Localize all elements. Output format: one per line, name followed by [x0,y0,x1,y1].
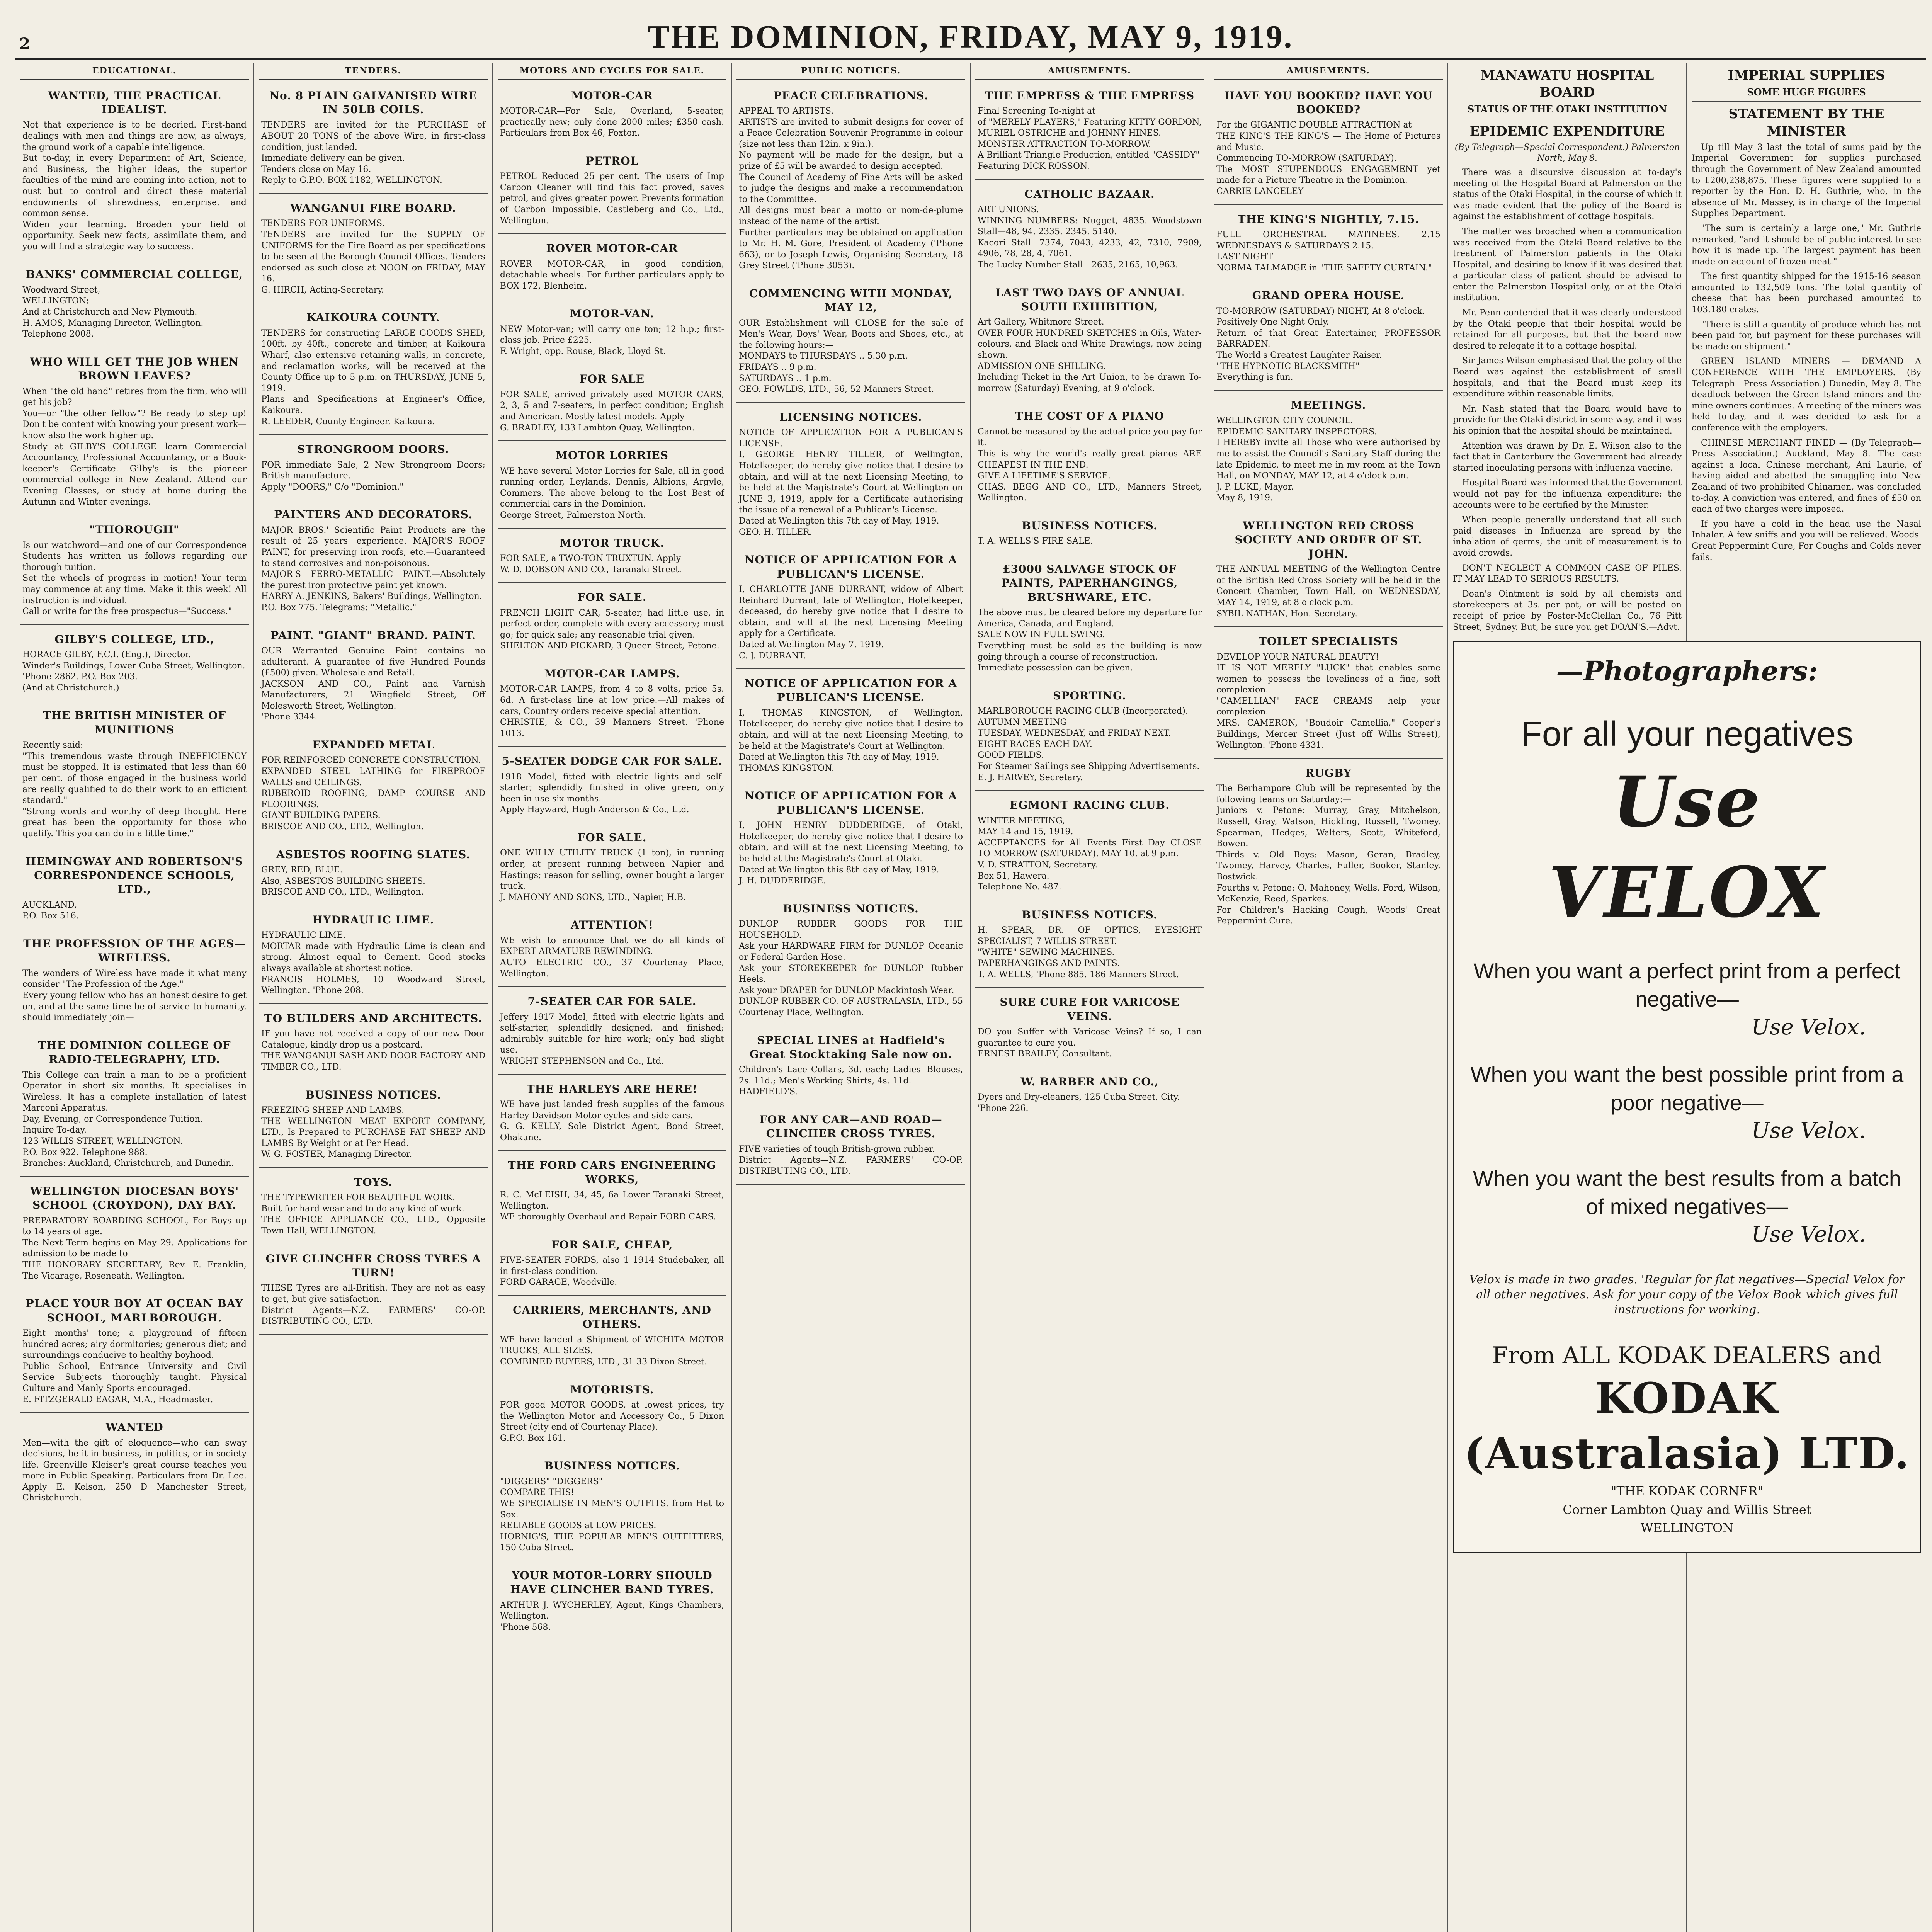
ad-body: WE have just landed fresh supplies of the famous Harley-Davidson Motor-cycles and side-cars. G. G. KELLY, Sole District Agent, Bond Street, Ohakune. [500,1099,724,1143]
column-5 [971,63,1209,1932]
ad-body: Men—with the gift of eloquence—who can sway decisions, be it in business, in politics, or in society life. Greenville Kleiser's great course teaches you more in Public Speaking. Particulars from Dr. Lee. Apply E. Kelson, 250 D Manchester Street, Christchurch. [22,1438,247,1503]
ad-body: The above must be cleared before my departure for America, Canada, and England. SALE NOW IN FULL SWING. Everything must be sold as the building is now going through a course of reconstruction. Immediate possession can be given. [978,608,1202,673]
advertisement [259,733,488,840]
advertisement [498,149,726,234]
ad-body: Recently said: "This tremendous waste through INEFFICIENCY must be stopped. It is estimated that less than 60 per cent. of those engaged in the business world are really qualified to do their work to an efficient standard." "Strong words and worthy of deep thought. Here great has been the opportunity for those who qualify. This you can do in a little time." [22,740,247,839]
ad-body: "DIGGERS" "DIGGERS" COMPARE THIS! WE SPECIALISE IN MEN'S OUTFITS, from Hat to Sox. RELIABLE GOODS at LOW PRICES. HORNIG'S, THE POPULAR MEN'S OUTFITTERS, 150 Cuba Street. [500,1476,724,1553]
ad-headline: HAVE YOU BOOKED? HAVE YOU BOOKED? [1224,89,1433,116]
column-8 [1687,63,1926,1932]
advertisement [975,83,1204,180]
advertisement [20,350,249,515]
advertisement [20,1033,249,1177]
columns [15,63,1926,1932]
ad-headline: WANTED, THE PRACTICAL IDEALIST. [48,89,221,116]
velox-benefit: When you want the best possible print from a poor negative— [1470,1062,1904,1115]
velox-line: For all your negatives [1520,715,1854,754]
velox-slogan: Use VELOX [1548,761,1826,934]
column-heading: MOTORS AND CYCLES FOR SALE. [498,63,726,80]
advertisement [736,83,965,279]
ad-headline: BANKS' COMMERCIAL COLLEGE, [26,268,243,281]
advertisement [975,990,1204,1067]
ad-headline: No. 8 PLAIN GALVANISED WIRE IN 50LB COILS. [269,89,477,116]
advertisement [259,1083,488,1168]
article-paragraph: There was a discursive discussion at to-day's meeting of the Hospital Board at Palmerston on the status of the Otaki Hospital, in the course of which it was made evident that the policy of the Board is against the establishment of cottage hospitals. [1453,167,1682,222]
ad-headline: FOR SALE. [577,591,647,604]
velox-use: Use Velox. [1751,1118,1866,1144]
ad-headline: EXPANDED METAL [312,738,435,752]
article-paragraph: Attention was drawn by Dr. E. Wilson also to the fact that in Canterbury the Government had already started inoculating persons with influenza vaccine. [1453,441,1682,473]
advertisement [498,1298,726,1375]
ad-body: FRENCH LIGHT CAR, 5-seater, had little use, in perfect order, complete with every accessory; must go; for quick sale; any reasonable trial given. SHELTON AND PICKARD, 3 Queen Street, Petone. [500,608,724,651]
ad-headline: NOTICE OF APPLICATION FOR A PUBLICAN'S LICENSE. [744,553,957,580]
article-paragraph: Doan's Ointment is sold by all chemists and storekeepers at 3s. per pot, or will be posted on receipt of price by Foster-McClellan Co., 76 Pitt Street, Sydney. But, be sure you get DOAN'S.—Advt. [1453,589,1682,632]
advertisement [498,1233,726,1296]
news-article [1692,67,1921,563]
ad-body: WE have several Motor Lorries for Sale, all in good running order, Leylands, Dennis, Albions, Argyle, Commers. The above belong to the Lost Best of commercial cars in the Dominion. George Street, Palmerston North. [500,466,724,520]
advertisement [20,849,249,929]
article-paragraph: Mr. Penn contended that it was clearly understood by the Otaki people that their hospital would be retained for all purposes, but that the board now desired to relegate it to a cottage hospital. [1453,308,1682,351]
ad-headline: £3000 SALVAGE STOCK OF PAINTS, PAPERHANGINGS, BRUSHWARE, ETC. [1001,562,1178,604]
ad-body: I, JOHN HENRY DUDDERIDGE, of Otaki, Hotelkeeper, do hereby give notice that I desire to obtain, and will at the next Licensing Meeting, to be held at the Magistrate's Court at Otaki. Dated at Wellington this 8th day of May, 1919. J. H. DUDDERIDGE. [739,821,963,886]
advertisement [498,662,726,747]
advertisement [259,1247,488,1335]
velox-benefit: When you want the best results from a batch of mixed negatives— [1473,1166,1901,1219]
ad-headline: ROVER MOTOR-CAR [546,242,678,255]
velox-dealers: From ALL KODAK DEALERS and [1492,1342,1882,1369]
ad-headline: TO BUILDERS AND ARCHITECTS. [264,1012,483,1025]
velox-use: Use Velox. [1751,1222,1866,1247]
ad-headline: THE KING'S NIGHTLY, 7.15. [1237,213,1420,226]
column-3 [493,63,732,1932]
column-heading: PUBLIC NOTICES. [736,63,965,80]
article-paragraph: Sir James Wilson emphasised that the policy of the Board was against the establishment of small hospitals, and that the Board must keep its expenditure within reasonable limits. [1453,356,1682,399]
ad-body: T. A. WELLS'S FIRE SALE. [978,536,1093,546]
ad-body: FREEZING SHEEP AND LAMBS. THE WELLINGTON MEAT EXPORT COMPANY, LTD., Is Prepared to PURCHASE FAT SHEEP AND LAMBS By Weight or at Per Head. W. G. FOSTER, Managing Director. [261,1105,485,1160]
article-paragraph: CHINESE MERCHANT FINED — (By Telegraph—Press Association.) Auckland, May 8. The case against a local Chinese merchant, Ani Laurie, of having aided and abetted the smuggling into New Zealand of two prohibited Chinamen, was concluded to-day. A conviction was entered, and fines of £50 on each of two charges were imposed. [1692,438,1921,514]
ad-body: TENDERS are invited for the PURCHASE of ABOUT 20 TONS of the above Wire, in first-class condition, just landed. Immediate delivery can be given. Tenders close on May 16. Reply to G.P.O. BOX 1182, WELLINGTON. [261,120,485,185]
advertisement [20,1291,249,1413]
article-paragraph: DON'T NEGLECT A COMMON CASE OF PILES. IT MAY LEAD TO SERIOUS RESULTS. [1453,563,1682,584]
column-2 [254,63,493,1932]
column-4 [732,63,971,1932]
page-number: 2 [19,35,30,53]
ad-headline: WELLINGTON DIOCESAN BOYS' SCHOOL (CROYDON), DAY BAY. [30,1184,239,1212]
ad-body: Jeffery 1917 Model, fitted with electric lights and self-starter, splendidly designed, and finished; admirably suitable for hire work; only had slight use. WRIGHT STEPHENSON and Co., Ltd. [500,1012,724,1066]
ad-headline: 7-SEATER CAR FOR SALE. [527,995,697,1008]
ad-body: R. C. McLEISH, 34, 45, 6a Lower Taranaki Street, Wellington. WE thoroughly Overhaul and Repair FORD CARS. [500,1190,724,1222]
column-1 [15,63,254,1932]
velox-use: Use Velox. [1751,1014,1866,1040]
ad-body: The Berhampore Club will be represented by the following teams on Saturday:— Juniors v. Petone: Murray, Gray, Mitchelson, Russell, Gray, Watson, Hickling, Russell, Twomey, Spearman, Hedges, Walters, Scott, Whiteford, Bowen. Thirds v. Old Boys: Mason, Geran, Bradley, Twomey, Harvey, Charles, Fuller, Booker, Stanley, Bostwick. Fourths v. Petone: O. Mahoney, Wells, Ford, Wilson, McKenzie, Reed, Sparkes. For Children's Hacking Cough, Woods' Great Peppermint Cure. [1216,784,1440,926]
ad-body: This College can train a man to be a proficient Operator in short six months. It specialises in Wireless. It has a complete installation of latest Marconi Apparatus. Day, Evening, or Correspondence Tuition. Inquire To-day. 123 WILLIS STREET, WELLINGTON. P.O. Box 922. Telephone 988. Branches: Auckland, Christchurch, and Dunedin. [22,1070,247,1168]
article-paragraph: When people generally understand that all such paid diseases in Influenza are spread by the inhalation of germs, the unit of measurement is to avoid crowds. [1453,515,1682,558]
ad-headline: NOTICE OF APPLICATION FOR A PUBLICAN'S LICENSE. [744,789,957,816]
advertisement [1214,393,1443,511]
ad-headline: THE HARLEYS ARE HERE! [526,1082,698,1095]
advertisement [1214,283,1443,391]
ad-body: Cannot be measured by the actual price you pay for it. This is why the world's really great pianos ARE CHEAPEST IN THE END. GIVE A LIFETIME'S SERVICE. CHAS. BEGG AND CO., LTD., Manners Street, Wellington. [978,427,1202,503]
ad-body: For the GIGANTIC DOUBLE ATTRACTION at THE KING'S THE KING'S — The Home of Pictures and Music. Commencing TO-MORROW (SATURDAY). The MOST STUPENDOUS ENGAGEMENT yet made for a Picture Theatre in the Dominion. CARRIE LANCELEY [1216,120,1440,196]
ad-body: ONE WILLY UTILITY TRUCK (1 ton), in running order, at present running between Napier and Hastings; reason for selling, owner bought a larger truck. J. MAHONY AND SONS, LTD., Napier, H.B. [500,848,724,902]
ad-body: HYDRAULIC LIME. MORTAR made with Hydraulic Lime is clean and strong. Almost equal to Cement. Good stocks always available at shortest notice. FRANCIS HOLMES, 10 Woodward Street, Wellington. 'Phone 208. [261,930,485,996]
ad-body: MARLBOROUGH RACING CLUB (Incorporated). AUTUMN MEETING TUESDAY, WEDNESDAY, and FRIDAY NEXT. EIGHT RACES EACH DAY. GOOD FIELDS. For Steamer Sailings see Shipping Advertisements. E. J. HARVEY, Secretary. [978,706,1200,782]
ad-headline: KAIKOURA COUNTY. [306,311,440,324]
ad-headline: "THOROUGH" [89,523,180,536]
ad-headline: BUSINESS NOTICES. [1022,908,1158,921]
advertisement [975,514,1204,554]
ad-headline: THE EMPRESS & THE EMPRESS [985,89,1195,102]
ad-body: GREY, RED, BLUE. Also, ASBESTOS BUILDING SHEETS. BRISCOE AND CO., LTD., Wellington. [261,865,425,897]
ad-headline: LAST TWO DAYS OF ANNUAL SOUTH EXHIBITION, [995,286,1184,313]
article-paragraph: Mr. Nash stated that the Board would have to provide for the Otaki district in some way, and it was his opinion that the hospital should be maintained. [1453,404,1682,436]
ad-headline: PAINTERS AND DECORATORS. [274,508,473,521]
advertisement [736,405,965,545]
article-paragraph: If you have a cold in the head use the Nasal Inhaler. A few sniffs and you will be relieved. Woods' Great Peppermint Cure, For Coughs and Colds never fails. [1692,519,1921,562]
ad-body: FIVE varieties of tough British-grown rubber. District Agents—N.Z. FARMERS' CO-OP. DISTRIBUTING CO., LTD. [739,1144,963,1177]
advertisement [20,932,249,1031]
ad-body: WE have landed a Shipment of WICHITA MOTOR TRUCKS, ALL SIZES. COMBINED BUYERS, LTD., 31-33 Dixon Street. [500,1335,724,1367]
ad-body: TO-MORROW (SATURDAY) NIGHT, At 8 o'clock. Positively One Night Only. Return of that Great Entertainer, PROFESSOR BARRADEN. The World's Greatest Laughter Raiser. "THE HYPNOTIC BLACKSMITH" Everything is fun. [1216,306,1440,383]
ad-body: Dyers and Dry-cleaners, 125 Cuba Street, City. 'Phone 226. [978,1092,1180,1113]
advertisement [975,793,1204,900]
ad-body: THE ANNUAL MEETING of the Wellington Centre of the British Red Cross Society will be held in the Concert Chamber, Town Hall, on WEDNESDAY, MAY 14, 1919, at 8 o'clock p.m. SYBIL NATHAN, Hon. Secretary. [1216,565,1440,619]
ad-body: WELLINGTON CITY COUNCIL. EPIDEMIC SANITARY INSPECTORS. I HEREBY invite all Those who were authorised by me to assist the Council's Sanitary Staff during the late Epidemic, to meet me in my room at the Town Hall, on MONDAY, MAY 12, at 4 o'clock p.m. J. P. LUKE, Mayor. May 8, 1919. [1216,416,1440,503]
ad-headline: MOTORISTS. [570,1383,654,1396]
advertisement [1214,761,1443,934]
ad-headline: WELLINGTON RED CROSS SOCIETY AND ORDER OF ST. JOHN. [1235,519,1422,560]
ad-body: Eight months' tone; a playground of fifteen hundred acres; airy dormitories; generous diet; and surroundings conducive to healthy boyhood. Public School, Entrance University and Civil Service Subjects thoroughly taught. Physical Culture and Manly Sports encouraged. E. FITZGERALD EAGAR, M.A., Headmaster. [22,1328,247,1405]
advertisement [498,83,726,146]
ad-body: DEVELOP YOUR NATURAL BEAUTY! IT IS NOT MERELY "LUCK" that enables some women to possess the loveliness of a fine, soft complexion. "CAMELLIAN" FACE CREAMS help your complexion. MRS. CAMERON, "Boudoir Camellia," Cooper's Buildings, Mercer Street (Just off Willis Street), Wellington. 'Phone 4331. [1216,652,1440,750]
ad-body: FOR SALE, arrived privately used MOTOR CARS, 2, 3, 5 and 7-seaters, in perfect condition; English and American. Mostly latest models. Apply G. BRADLEY, 133 Lambton Quay, Wellington. [500,389,724,433]
ad-body: THESE Tyres are all-British. They are not as easy to get, but give satisfaction. District Agents—N.Z. FARMERS' CO-OP. DISTRIBUTING CO., LTD. [261,1283,485,1327]
column-heading: EDUCATIONAL. [20,63,249,80]
ad-headline: SURE CURE FOR VARICOSE VEINS. [1000,996,1180,1023]
article-subtitle: STATUS OF THE OTAKI INSTITUTION [1453,103,1682,119]
ad-headline: BUSINESS NOTICES. [1022,519,1158,532]
article-title: IMPERIAL SUPPLIES [1728,68,1885,83]
ad-body: TENDERS for constructing LARGE GOODS SHED, 100ft. by 40ft., concrete and timber, at Kaikoura Wharf, also extensive retaining walls, in concrete, and reclamation works, will be received at the County Office up to 5 p.m. on THURSDAY, JUNE 5, 1919. Plans and Specifications at Engineer's Office, Kaikoura. R. LEEDER, County Engineer, Kaikoura. [261,328,485,427]
ad-headline: THE DOMINION COLLEGE OF RADIO-TELEGRAPHY, LTD. [38,1039,231,1066]
ad-body: FULL ORCHESTRAL MATINEES, 2.15 WEDNESDAYS & SATURDAYS 2.15. LAST NIGHT NORMA TALMADGE in "THE SAFETY CURTAIN." [1216,230,1440,273]
advertisement [498,913,726,987]
advertisement [20,627,249,701]
advertisement [975,903,1204,988]
advertisement [1214,629,1443,759]
ad-body: H. SPEAR, DR. OF OPTICS, EYESIGHT SPECIALIST, 7 WILLIS STREET. "WHITE" SEWING MACHINES. PAPERHANGINGS AND PAINTS. T. A. WELLS, 'Phone 885. 186 Manners Street. [978,925,1202,980]
ad-body: Not that experience is to be decried. First-hand dealings with men and things are now, as always, the ground work of a capable intelligence. But to-day, in every Department of Art, Science, and Business, the higher ideas, the superior faculties of the mind are coming into action, not to oust but to control and direct these material endowments of shrewdness, enterprise, and common sense. Widen your learning. Broaden your field of opportunity. Seek new facts, assimilate them, and you will find a strategic way to success. [22,120,247,252]
advertisement [20,1179,249,1289]
ad-headline: FOR SALE [579,372,645,386]
ad-body: I, CHARLOTTE JANE DURRANT, widow of Albert Reinhard Durrant, late of Wellington, Hotelkeeper, deceased, do hereby give notice that I desire to obtain, and will at the next Licensing Meeting apply for a Certificate. Dated at Wellington May 7, 1919. C. J. DURRANT. [739,584,963,661]
ad-headline: WHO WILL GET THE JOB WHEN BROWN LEAVES? [30,355,239,383]
ad-headline: COMMENCING WITH MONDAY, MAY 12, [749,287,953,314]
advertisement [498,301,726,364]
ad-headline: MOTOR LORRIES [556,449,668,462]
ad-body: ARTHUR J. WYCHERLEY, Agent, Kings Chambers, Wellington. 'Phone 568. [500,1600,724,1632]
ad-headline: MEETINGS. [1291,398,1366,412]
ad-body: APPEAL TO ARTISTS. ARTISTS are invited to submit designs for cover of a Peace Celebration Souvenir Programme in colour (size not less than 12in. x 9in.). No payment will be made for the design, but a prize of £5 will be awarded to design accepted. The Council of Academy of Fine Arts will be asked to judge the designs and make a recommendation to the Committee. All designs must bear a motto or nom-de-plume instead of the name of the artist. Further particulars may be obtained on application to Mr. H. M. Gore, President of Academy ('Phone 663), or to Joseph Lewis, Organising Secretary, 18 Grey Street ('Phone 3053). [739,106,963,271]
advertisement [259,502,488,621]
kodak-name: KODAK (Australasia) LTD. [1464,1373,1910,1479]
advertisement [975,281,1204,402]
ad-body: AUCKLAND, P.O. Box 516. [22,900,79,921]
advertisement [259,83,488,194]
ad-body: OUR Warranted Genuine Paint contains no adulterant. A guarantee of five Hundred Pounds (£500) given. Wholesale and Retail. JACKSON AND CO., Paint and Varnish Manufacturers, 21 Wingfield Street, Off Molesworth Street, Wellington. 'Phone 3344. [261,646,485,722]
column-6 [1209,63,1448,1932]
ad-headline: TOILET SPECIALISTS [1259,635,1398,648]
article-section: EPIDEMIC EXPENDITURE [1469,123,1665,139]
article-paragraph: Hospital Board was informed that the Government would not pay for the influenza expenditure; the accounts were to be certified by the Minister. [1453,478,1682,510]
ad-headline: THE FORD CARS ENGINEERING WORKS, [507,1159,717,1186]
advertisement [498,443,726,528]
ad-headline: STRONGROOM DOORS. [297,443,449,456]
advertisement [20,1415,249,1511]
ad-headline: PEACE CELEBRATIONS. [773,89,929,102]
ad-headline: HEMINGWAY AND ROBERTSON'S CORRESPONDENCE SCHOOLS, LTD., [26,855,243,896]
ad-headline: BUSINESS NOTICES. [783,902,919,915]
ad-body: MAJOR BROS.' Scientific Paint Products are the result of 25 years' experience. MAJOR'S ROOF PAINT, for preserving iron roofs, etc.—Guaranteed to stand corrosives and non-poisonous. MAJOR'S FERRO-METALLIC PAINT.—Absolutely the purest iron protective paint yet known. HARRY A. JENKINS, Bakers' Buildings, Wellington. P.O. Box 775. Telegrams: "Metallic." [261,525,485,612]
ad-body: FIVE-SEATER FORDS, also 1 1914 Studebaker, all in first-class condition. FORD GARAGE, Woodville. [500,1255,724,1287]
ad-headline: RUGBY [1305,766,1352,779]
ad-body: WE wish to announce that we do all kinds of EXPERT ARMATURE REWINDING. AUTO ELECTRIC CO., 37 Courtenay Place, Wellington. [500,935,724,979]
article-section: STATEMENT BY THE MINISTER [1728,106,1884,139]
newspaper-page [15,15,1926,1932]
advertisement [736,1028,965,1105]
ad-body: I, THOMAS KINGSTON, of Wellington, Hotelkeeper, do hereby give notice that I desire to obtain, and will at the next Licensing Meeting, to be held at the Magistrate's Court at Wellington. Dated at Wellington this 7th day of May, 1919. THOMAS KINGSTON. [739,708,963,773]
advertisement [498,1153,726,1230]
ad-headline: MOTOR-CAR LAMPS. [544,667,680,680]
advertisement [736,1107,965,1185]
advertisement [1214,83,1443,205]
ad-body: THE TYPEWRITER FOR BEAUTIFUL WORK. Built for hard wear and to do any kind of work. THE OFFICE APPLIANCE CO., LTD., Opposite Town Hall, WELLINGTON. [261,1193,485,1236]
advertisement [259,1006,488,1080]
ad-body: Is our watchword—and one of our Correspondence Students has written us follows regarding our thorough tuition. Set the wheels of progress in motion! Your term may commence at any time. Make it this week! All instruction is individual. Call or write for the free prospectus—"Success." [22,540,247,617]
ad-body: Art Gallery, Whitmore Street. OVER FOUR HUNDRED SKETCHES in Oils, Water-colours, and Black and White Drawings, now being shown. ADMISSION ONE SHILLING. Including Ticket in the Art Union, to be drawn To-morrow (Saturday) Evening, at 9 o'clock. [978,317,1202,393]
ad-headline: PETROL [585,154,639,167]
ad-headline: PLACE YOUR BOY AT OCEAN BAY SCHOOL, MARLBOROUGH. [26,1297,243,1324]
advertisement [498,1077,726,1151]
ad-body: Children's Lace Collars, 3d. each; Ladies' Blouses, 2s. 11d.; Men's Working Shirts, 4s. 11d. HADFIELD'S. [739,1065,963,1097]
advertisement [975,684,1204,791]
ad-body: MOTOR-CAR—For Sale, Overland, 5-seater, practically new; only done 2000 miles; £350 cash. Particulars from Box 46, Foxton. [500,106,724,138]
ad-body: FOR SALE, a TWO-TON TRUXTUN. Apply W. D. DOBSON AND CO., Taranaki Street. [500,553,682,575]
ad-headline: CARRIERS, MERCHANTS, AND OTHERS. [513,1304,711,1331]
news-article [1453,67,1682,633]
ad-headline: NOTICE OF APPLICATION FOR A PUBLICAN'S LICENSE. [744,677,957,704]
advertisement [498,585,726,659]
advertisement [498,531,726,583]
ad-body: Woodward Street, WELLINGTON; And at Christchurch and New Plymouth. H. AMOS, Managing Director, Wellington. Telephone 2008. [22,285,204,339]
ad-body: IF you have not received a copy of our new Door Catalogue, kindly drop us a postcard. THE WANGANUI SASH AND DOOR FACTORY AND TIMBER CO., LTD. [261,1029,485,1072]
ad-body: DO you Suffer with Varicose Veins? If so, I can guarantee to cure you. ERNEST BRAILEY, Consultant. [978,1027,1202,1059]
masthead [15,15,1926,60]
advertisement [498,989,726,1074]
ad-headline: WANGANUI FIRE BOARD. [290,201,456,214]
advertisement [259,623,488,731]
ad-body: PETROL Reduced 25 per cent. The users of Imp Carbon Cleaner will find this fact proved, saves petrol, and gives greater power. Prevents formation of Carbon Impossible. Castleberg and Co., Ltd., Wellington. [500,172,724,226]
ad-headline: BUSINESS NOTICES. [544,1459,680,1473]
advertisement [259,1170,488,1244]
ad-headline: BUSINESS NOTICES. [305,1088,441,1101]
advertisement [20,262,249,347]
ad-body: WINTER MEETING, MAY 14 and 15, 1919. ACCEPTANCES for All Events First Day CLOSE TO-MORROW (SATURDAY), MAY 10, at 9 p.m. V. D. STRATTON, Secretary. Box 51, Hawera. Telephone No. 487. [978,816,1202,892]
advertisement [259,437,488,500]
ad-headline: TOYS. [354,1175,393,1189]
advertisement [498,1454,726,1561]
velox-benefit: When you want a perfect print from a perfect negative— [1473,959,1901,1011]
ad-headline: ASBESTOS ROOFING SLATES. [276,848,470,861]
ad-body: MOTOR-CAR LAMPS, from 4 to 8 volts, price 5s. 6d. A first-class line at low price.—All makes of cars, Country orders receive special attention. CHRISTIE, & CO., 39 Manners Street. 'Phone 1013. [500,684,724,738]
advertisement [498,825,726,910]
column-heading: TENDERS. [259,63,488,80]
ad-body: OUR Establishment will CLOSE for the sale of Men's Wear, Boys' Wear, Boots and Shoes, etc., at the following hours:— MONDAYS to THURSDAYS .. 5.30 p.m. FRIDAYS .. 9 p.m. SATURDAYS .. 1 p.m. GEO. FOWLDS, LTD., 56, 52 Manners Street. [739,318,963,395]
ad-headline: YOUR MOTOR-LORRY SHOULD HAVE CLINCHER BAND TYRES. [510,1569,714,1596]
ad-body: FOR immediate Sale, 2 New Strongroom Doors; British manufacture. Apply "DOORS," C/o "Dominion." [261,460,485,492]
advertisement [736,281,965,403]
kodak-corner: "THE KODAK CORNER" [1611,1484,1764,1499]
ad-headline: EGMONT RACING CLUB. [1010,799,1170,812]
advertisement [736,784,965,894]
ad-headline: ATTENTION! [570,918,653,932]
ad-body: PREPARATORY BOARDING SCHOOL, For Boys up to 14 years of age. The Next Term begins on May 29. Applications for admission to be made to THE HONORARY SECRETARY, Rev. E. Franklin, The Vicarage, Roseneath, Wellington. [22,1216,247,1281]
ad-headline: GRAND OPERA HOUSE. [1252,289,1405,302]
article-paragraph: GREEN ISLAND MINERS — DEMAND A CONFERENCE WITH THE EMPLOYERS. (By Telegraph—Press Association.) Dunedin, May 8. The deadlock between the Green Island miners and the mine-owners continues. A meeting of the miners was held to-day, and it was decided to ask for a conference with the employers. [1692,357,1921,433]
advertisement [498,236,726,299]
ad-headline: SPORTING. [1053,689,1126,702]
ad-headline: PAINT. "GIANT" BRAND. PAINT. [270,629,476,642]
ad-headline: GILBY'S COLLEGE, LTD., [54,633,214,646]
advertisement [259,842,488,905]
ad-headline: MOTOR-VAN. [570,307,655,320]
article-title: MANAWATU HOSPITAL BOARD [1480,68,1654,100]
advertisement [498,749,726,823]
ad-body: ROVER MOTOR-CAR, in good condition, detachable wheels. For further particulars apply to BOX 172, Blenheim. [500,259,724,291]
ad-headline: SPECIAL LINES at Hadfield's Great Stocktaking Sale now on. [749,1034,952,1061]
article-byline: (By Telegraph—Special Correspondent.) Palmerston North, May 8. [1454,142,1680,163]
ad-headline: 5-SEATER DODGE CAR FOR SALE. [502,755,723,768]
ad-body: 1918 Model, fitted with electric lights and self-starter; splendidly finished in olive green, only been in use six months. Apply Hayward, Hugh Anderson & Co., Ltd. [500,772,724,815]
advertisement [20,703,249,847]
ad-headline: CATHOLIC BAZAAR. [1024,187,1155,201]
advertisement [20,517,249,625]
velox-lead: —Photographers: [1556,655,1818,687]
ad-body: NEW Motor-van; will carry one ton; 12 h.p.; first-class job. Price £225. F. Wright, opp. Rouse, Black, Lloyd St. [500,324,724,356]
kodak-city: WELLINGTON [1640,1520,1734,1536]
advertisement [498,367,726,441]
newspaper-title: THE DOMINION, FRIDAY, MAY 9, 1919. [648,19,1294,55]
ad-headline: W. BARBER AND CO., [1020,1075,1159,1088]
advertisement [1214,514,1443,627]
ad-headline: THE COST OF A PIANO [1015,410,1165,423]
advertisement [259,196,488,303]
advertisement [975,182,1204,278]
advertisement [20,83,249,260]
ad-body: The wonders of Wireless have made it what many consider "The Profession of the Age." Every young fellow who has an honest desire to get on, and at the same time be of service to humanity, should immediately join— [22,968,247,1023]
ad-body: When "the old hand" retires from the firm, who will get his job? You—or "the other fellow"? Be ready to step up! Don't be content with knowing your present work—know also the work higher up. Study at GILBY'S COLLEGE—learn Commercial Accountancy, Professional Accountancy, or a Book-keeper's Certificate. Gilby's is the pioneer commercial college in New Zealand. Attend our Evening Classes, or study at home during the Autumn and Winter evenings. [22,386,247,507]
ad-headline: THE BRITISH MINISTER OF MUNITIONS [43,709,226,736]
advertisement [975,1070,1204,1122]
ad-headline: LICENSING NOTICES. [779,410,922,423]
ad-body: HORACE GILBY, F.C.I. (Eng.), Director. Winder's Buildings, Lower Cuba Street, Wellington. 'Phone 2862. P.O. Box 203. (And at Christchurch.) [22,650,245,693]
article-subtitle: SOME HUGE FIGURES [1692,86,1921,102]
ad-body: ART UNIONS. WINNING NUMBERS: Nugget, 4835. Woodstown Stall—48, 94, 2335, 2345, 5140. Kacori Stall—7374, 7043, 4233, 42, 7310, 7909, 4906, 78, 28, 4, 7061. The Lucky Number Stall—2635, 2165, 10,963. [978,204,1202,270]
advertisement [975,557,1204,681]
article-paragraph: "There is still a quantity of produce which has not been paid for, but payment for these purchases will be made on shipment." [1692,320,1921,352]
kodak-address: Corner Lambton Quay and Willis Street [1563,1502,1811,1517]
advertisement [498,1378,726,1452]
advertisement [736,671,965,781]
velox-grades-note: Velox is made in two grades. 'Regular for flat negatives—Special Velox for all other negatives. Ask for your copy of the Velox Book which gives full instructions for working. [1469,1273,1905,1317]
ad-body: Final Screening To-night at of "MERELY PLAYERS," Featuring KITTY GORDON, MURIEL OSTRICHE and JOHNNY HINES. MONSTER ATTRACTION TO-MORROW. A Brilliant Triangle Production, entitled "CASSIDY" Featuring DICK ROSSON. [978,106,1202,171]
column-heading: AMUSEMENTS. [1214,63,1443,80]
advertisement [498,1563,726,1641]
advertisement [736,896,965,1026]
advertisement [1214,207,1443,281]
ad-headline: THE PROFESSION OF THE AGES—WIRELESS. [23,937,246,964]
ad-body: NOTICE OF APPLICATION FOR A PUBLICAN'S LICENSE. I, GEORGE HENRY TILLER, of Wellington, Hotelkeeper, do hereby give notice that I desire to obtain, and will at the next Licensing Meeting, to be held at the Magistrate's Court at Wellington on JUNE 3, 1919, apply for a Certificate authorising the issue of a renewal of a Publican's License. Dated at Wellington this 7th day of May, 1919. GEO. H. TILLER. [739,428,963,537]
ad-headline: FOR ANY CAR—AND ROAD— CLINCHER CROSS TYRES. [759,1113,942,1140]
advertisement [259,908,488,1004]
ad-headline: GIVE CLINCHER CROSS TYRES A TURN! [265,1252,481,1279]
column-heading: AMUSEMENTS. [975,63,1204,80]
ad-body: TENDERS FOR UNIFORMS. TENDERS are invited for the SUPPLY OF UNIFORMS for the Fire Board as per specifications to be seen at the Borough Council Offices. Tenders endorsed as such close at NOON on FRIDAY, MAY 16. G. HIRCH, Acting-Secretary. [261,219,485,295]
advertisement [259,305,488,435]
ad-headline: FOR SALE, CHEAP, [551,1238,673,1251]
ad-body: FOR REINFORCED CONCRETE CONSTRUCTION. EXPANDED STEEL LATHING for FIREPROOF WALLS and CEILINGS. RUBEROID ROOFING, DAMP COURSE AND FLOORINGS. GIANT BUILDING PAPERS. BRISCOE AND CO., LTD., Wellington. [261,755,485,832]
ad-headline: WANTED [105,1421,163,1434]
ad-headline: MOTOR TRUCK. [560,536,665,549]
advertisement [736,548,965,669]
article-paragraph: Up till May 3 last the total of sums paid by the Imperial Government for supplies purchased through the Government of New Zealand amounted to £200,238,875. These figures were supplied to a reporter by the Hon. D. H. Guthrie, who, in the absence of Mr. Massey, is in charge of the Imperial Supplies Department. [1692,142,1921,219]
ad-headline: FOR SALE. [577,831,647,844]
article-paragraph: The matter was broached when a communication was received from the Otaki Board relative to the treatment of Palmerston patients in the Otaki Hospital, and desiring to know if it was desired that a particular class of patient should be advised to enter the Palmerston Hospital only, or at the Otaki institution. [1453,226,1682,303]
ad-headline: HYDRAULIC LIME. [312,913,434,926]
advertisement [975,404,1204,511]
article-paragraph: "The sum is certainly a large one," Mr. Guthrie remarked, "and it should be of public interest to see how it is made up. The largest payment has been made on account of frozen meat." [1692,223,1921,267]
ad-body: DUNLOP RUBBER GOODS FOR THE HOUSEHOLD. Ask your HARDWARE FIRM for DUNLOP Oceanic or Federal Garden Hose. Ask your STOREKEEPER for DUNLOP Rubber Heels. Ask your DRAPER for DUNLOP Mackintosh Wear. DUNLOP RUBBER CO. OF AUSTRALASIA, LTD., 55 Courtenay Place, Wellington. [739,919,963,1017]
ad-headline: MOTOR-CAR [571,89,653,102]
article-paragraph: The first quantity shipped for the 1915-16 season amounted to 132,509 tons. The total quantity of cheese that has been purchased amounted to 103,180 crates. [1692,272,1921,315]
ad-body: FOR good MOTOR GOODS, at lowest prices, try the Wellington Motor and Accessory Co., 5 Dixon Street (city end of Courtenay Place). G.P.O. Box 161. [500,1400,724,1443]
